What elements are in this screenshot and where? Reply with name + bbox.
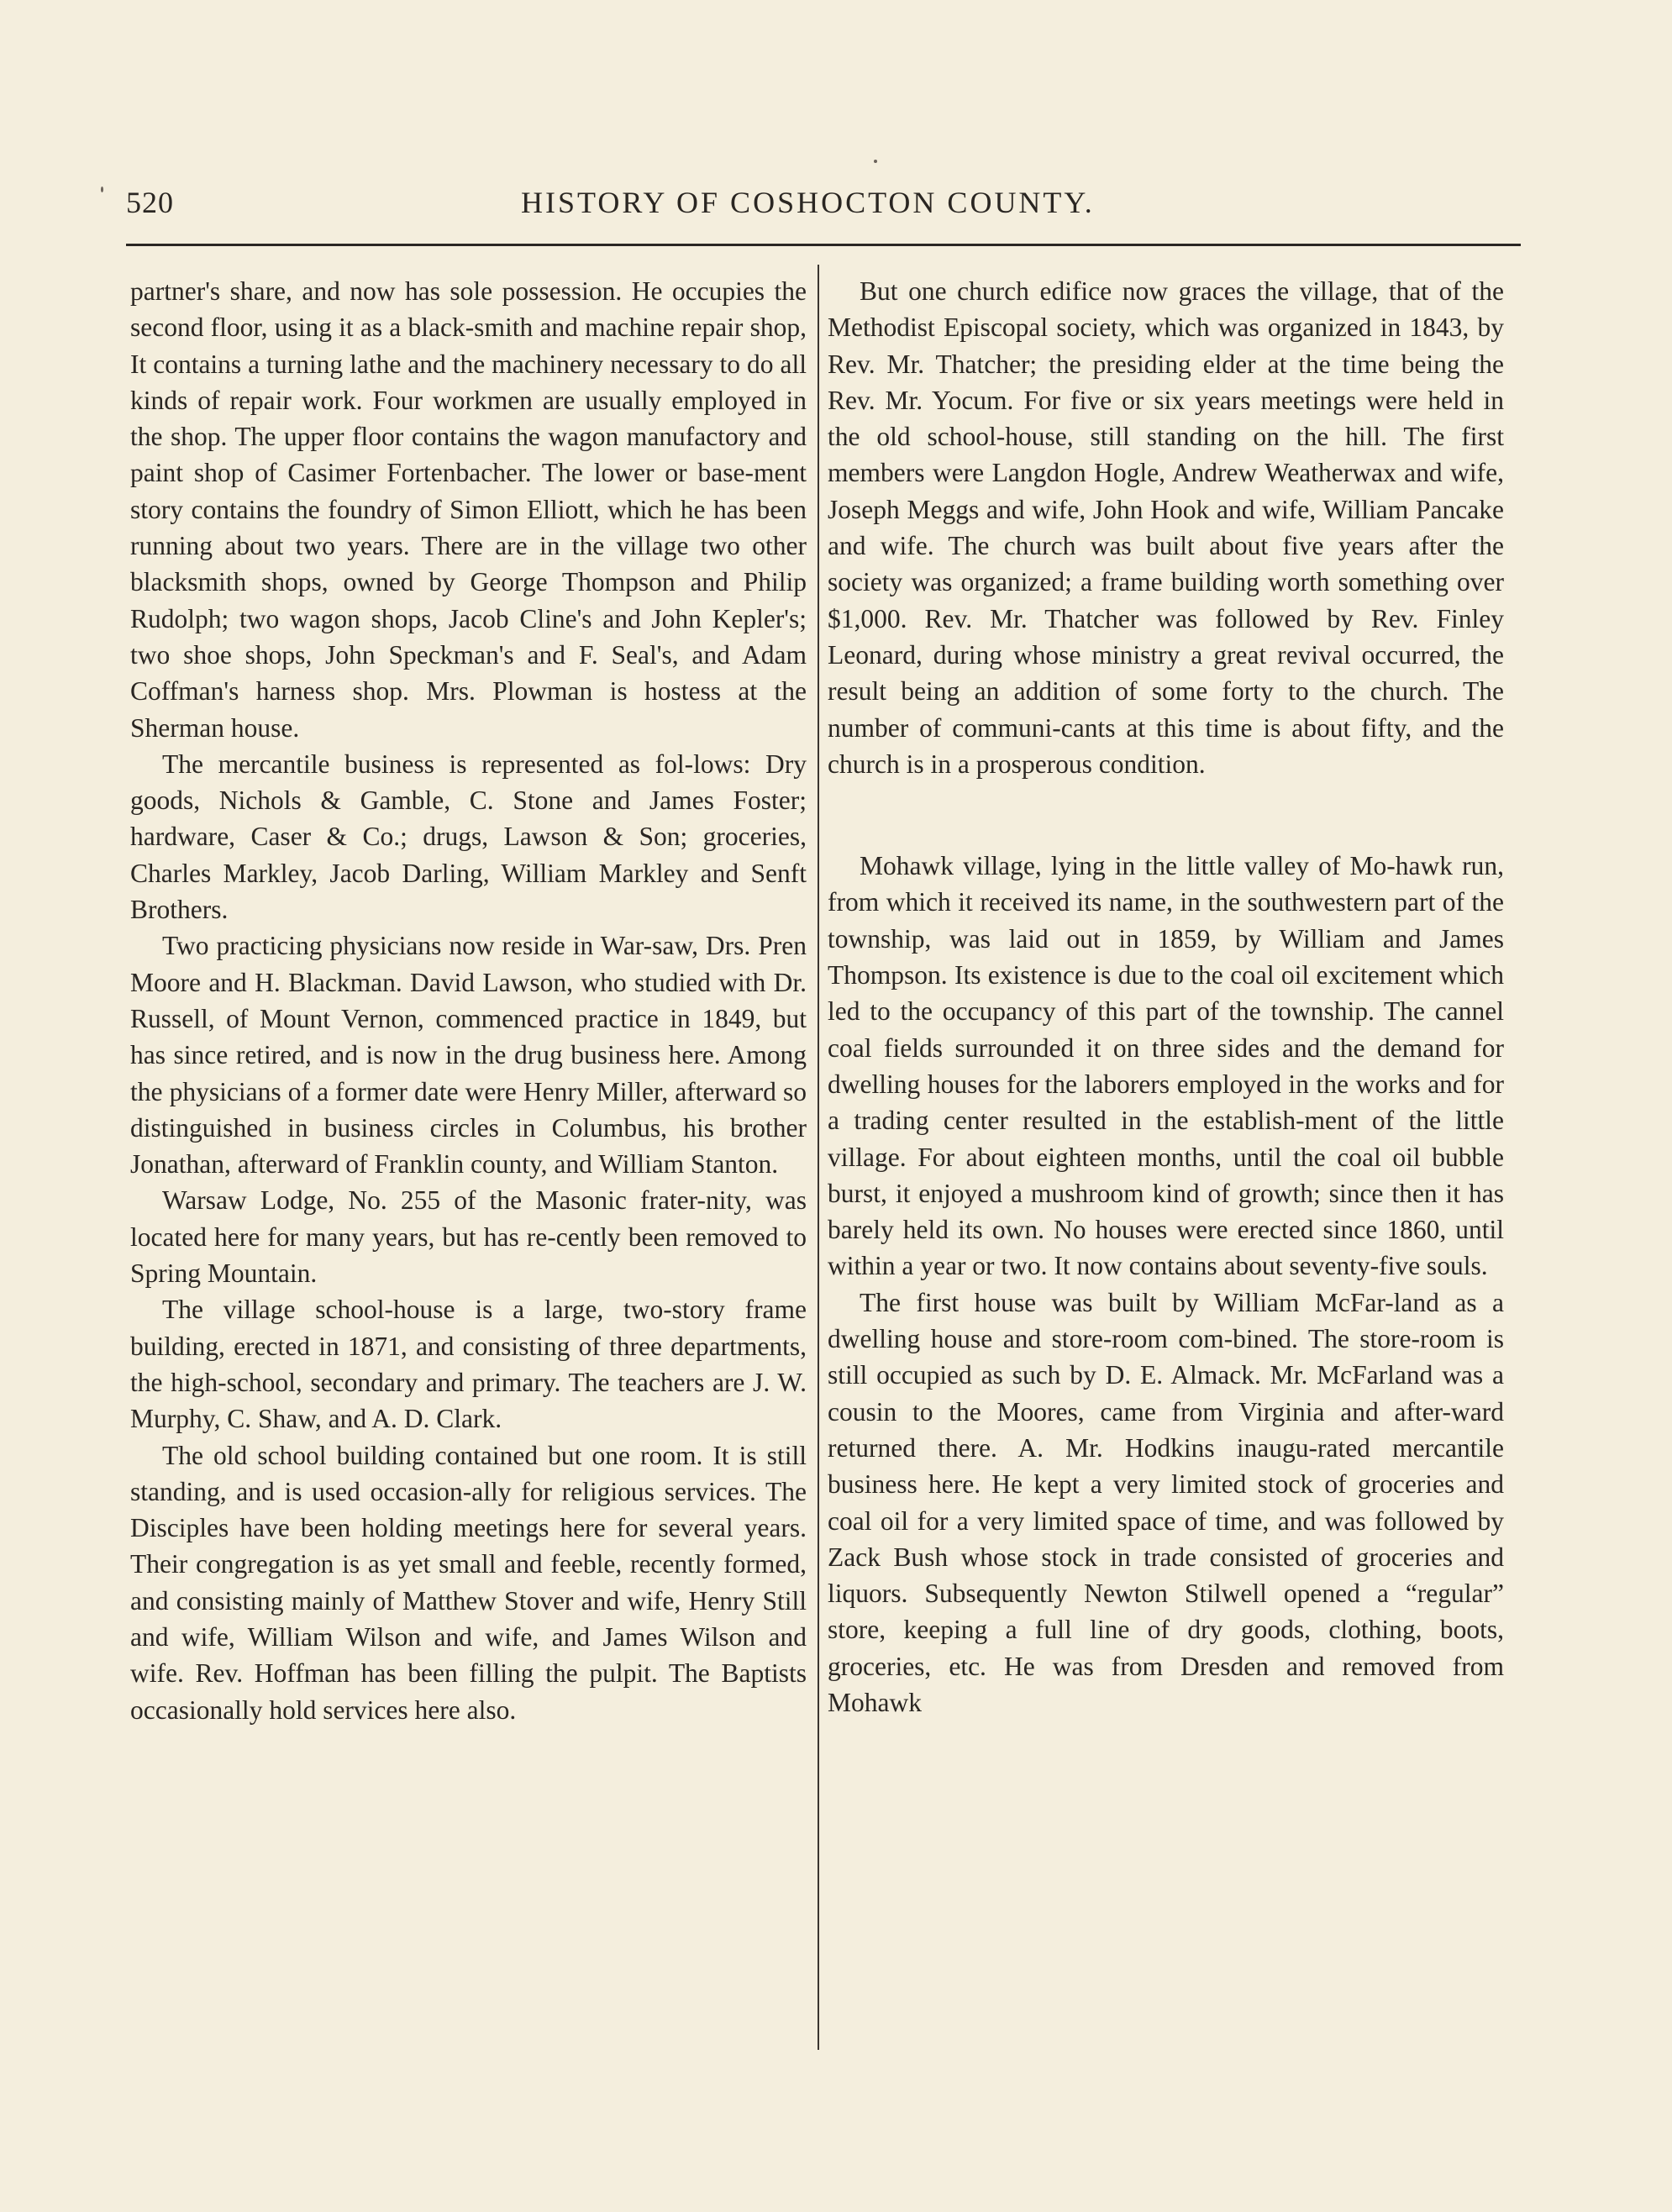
paragraph: Two practicing physicians now reside in War-saw, Drs. Pren Moore and H. Blackman. David Lawson, who studied with Dr. Russell, of Mount Vernon, commenced practice in 1849, but has since retired, and is now in the drug business here. Among the physicians of a former date were Henry Miller, afterward so distinguished in business circles in Columbus, his brother Jonathan, afterward of Franklin county, and William Stanton. (130, 931, 807, 1180)
print-speck (874, 160, 877, 163)
paragraph: The first house was built by William McFar-land as a dwelling house and store-room com-bined. The store-room is still occupied as such by D. E. Almack. Mr. McFarland was a cousin to the Moores, came from Virginia and after-ward returned there. A. Mr. Hodkins inaugu-rated mercantile business here. He kept a very limited stock of groceries and coal oil for a very limited space of time, and was followed by Zack Bush whose stock in trade consisted of groceries and liquors. Subsequently Newton Stilwell opened a “regular” store, keeping a full line of dry goods, clothing, boots, groceries, etc. He was from Dresden and removed from Mohawk (828, 1287, 1504, 1717)
print-speck (101, 187, 103, 192)
paragraph: partner's share, and now has sole possession. He occupies the second floor, using it as a black-smith and machine repair shop, It contains a turning lathe and the machinery necessary to do all kinds of repair work. Four workmen are usually employed in the shop. The upper floor contains the wagon manufactory and paint shop of Casimer Fortenbacher. The lower or base-ment story contains the foundry of Simon Elliott, which he has been running about two years. There are in the village two other blacksmith shops, owned by George Thompson and Philip Rudolph; two wagon shops, Jacob Cline's and John Kepler's; two shoe shops, John Speckman's and F. Seal's, and Adam Coffman's harness shop. Mrs. Plowman is hostess at the Sherman house. (130, 276, 807, 743)
right-column (828, 273, 1504, 1721)
left-column (130, 273, 807, 1728)
page-number: 520 (126, 186, 174, 219)
header-rule (126, 244, 1521, 246)
paragraph: The village school-house is a large, two-story frame building, erected in 1871, and consisting of three departments, the high-school, secondary and primary. The teachers are J. W. Murphy, C. Shaw, and A. D. Clark. (130, 1295, 807, 1434)
paragraph: The old school building contained but one room. It is still standing, and is used occasion-ally for religious services. The Disciples have been holding meetings here for several years. Their congregation is as yet small and feeble, recently formed, and consisting mainly of Matthew Stover and wife, Henry Still and wife, William Wilson and wife, and James Wilson and wife. Rev. Hoffman has been filling the pulpit. The Baptists occasionally hold services here also. (130, 1440, 807, 1725)
paragraph: Mohawk village, lying in the little valley of Mo-hawk run, from which it received its name, in the southwestern part of the township, was laid out in 1859, by William and James Thompson. Its existence is due to the coal oil excitement which led to the occupancy of this part of the township. The cannel coal fields surrounded it on three sides and the demand for dwelling houses for the laborers employed in the works and for a trading center resulted in the establish-ment of the little village. For about eighteen months, until the coal oil bubble burst, it enjoyed a mushroom kind of growth; since then it has barely held its own. No houses were erected since 1860, until within a year or two. It now contains about seventy-five souls. (828, 851, 1504, 1281)
running-title: HISTORY OF COSHOCTON COUNTY. (521, 186, 1095, 219)
column-divider (818, 265, 819, 2050)
section-break (828, 782, 1504, 848)
paragraph: Warsaw Lodge, No. 255 of the Masonic frater-nity, was located here for many years, but has re-cently been removed to Spring Mountain. (130, 1185, 807, 1289)
paragraph: The mercantile business is represented as fol-lows: Dry goods, Nichols & Gamble, C. Stone and James Foster; hardware, Caser & Co.; drugs, Lawson & Son; groceries, Charles Markley, Jacob Darling, William Markley and Senft Brothers. (130, 749, 807, 925)
page-header (126, 185, 1521, 235)
paragraph: But one church edifice now graces the village, that of the Methodist Episcopal society, which was organized in 1843, by Rev. Mr. Thatcher; the presiding elder at the time being the Rev. Mr. Yocum. For five or six years meetings were held in the old school-house, still standing on the hill. The first members were Langdon Hogle, Andrew Weatherwax and wife, Joseph Meggs and wife, John Hook and wife, William Pancake and wife. The church was built about five years after the society was organized; a frame building worth something over $1,000. Rev. Mr. Thatcher was followed by Rev. Finley Leonard, during whose ministry a great revival occurred, the result being an addition of some forty to the church. The number of communi-cants at this time is about fifty, and the church is in a prosperous condition. (828, 276, 1504, 779)
